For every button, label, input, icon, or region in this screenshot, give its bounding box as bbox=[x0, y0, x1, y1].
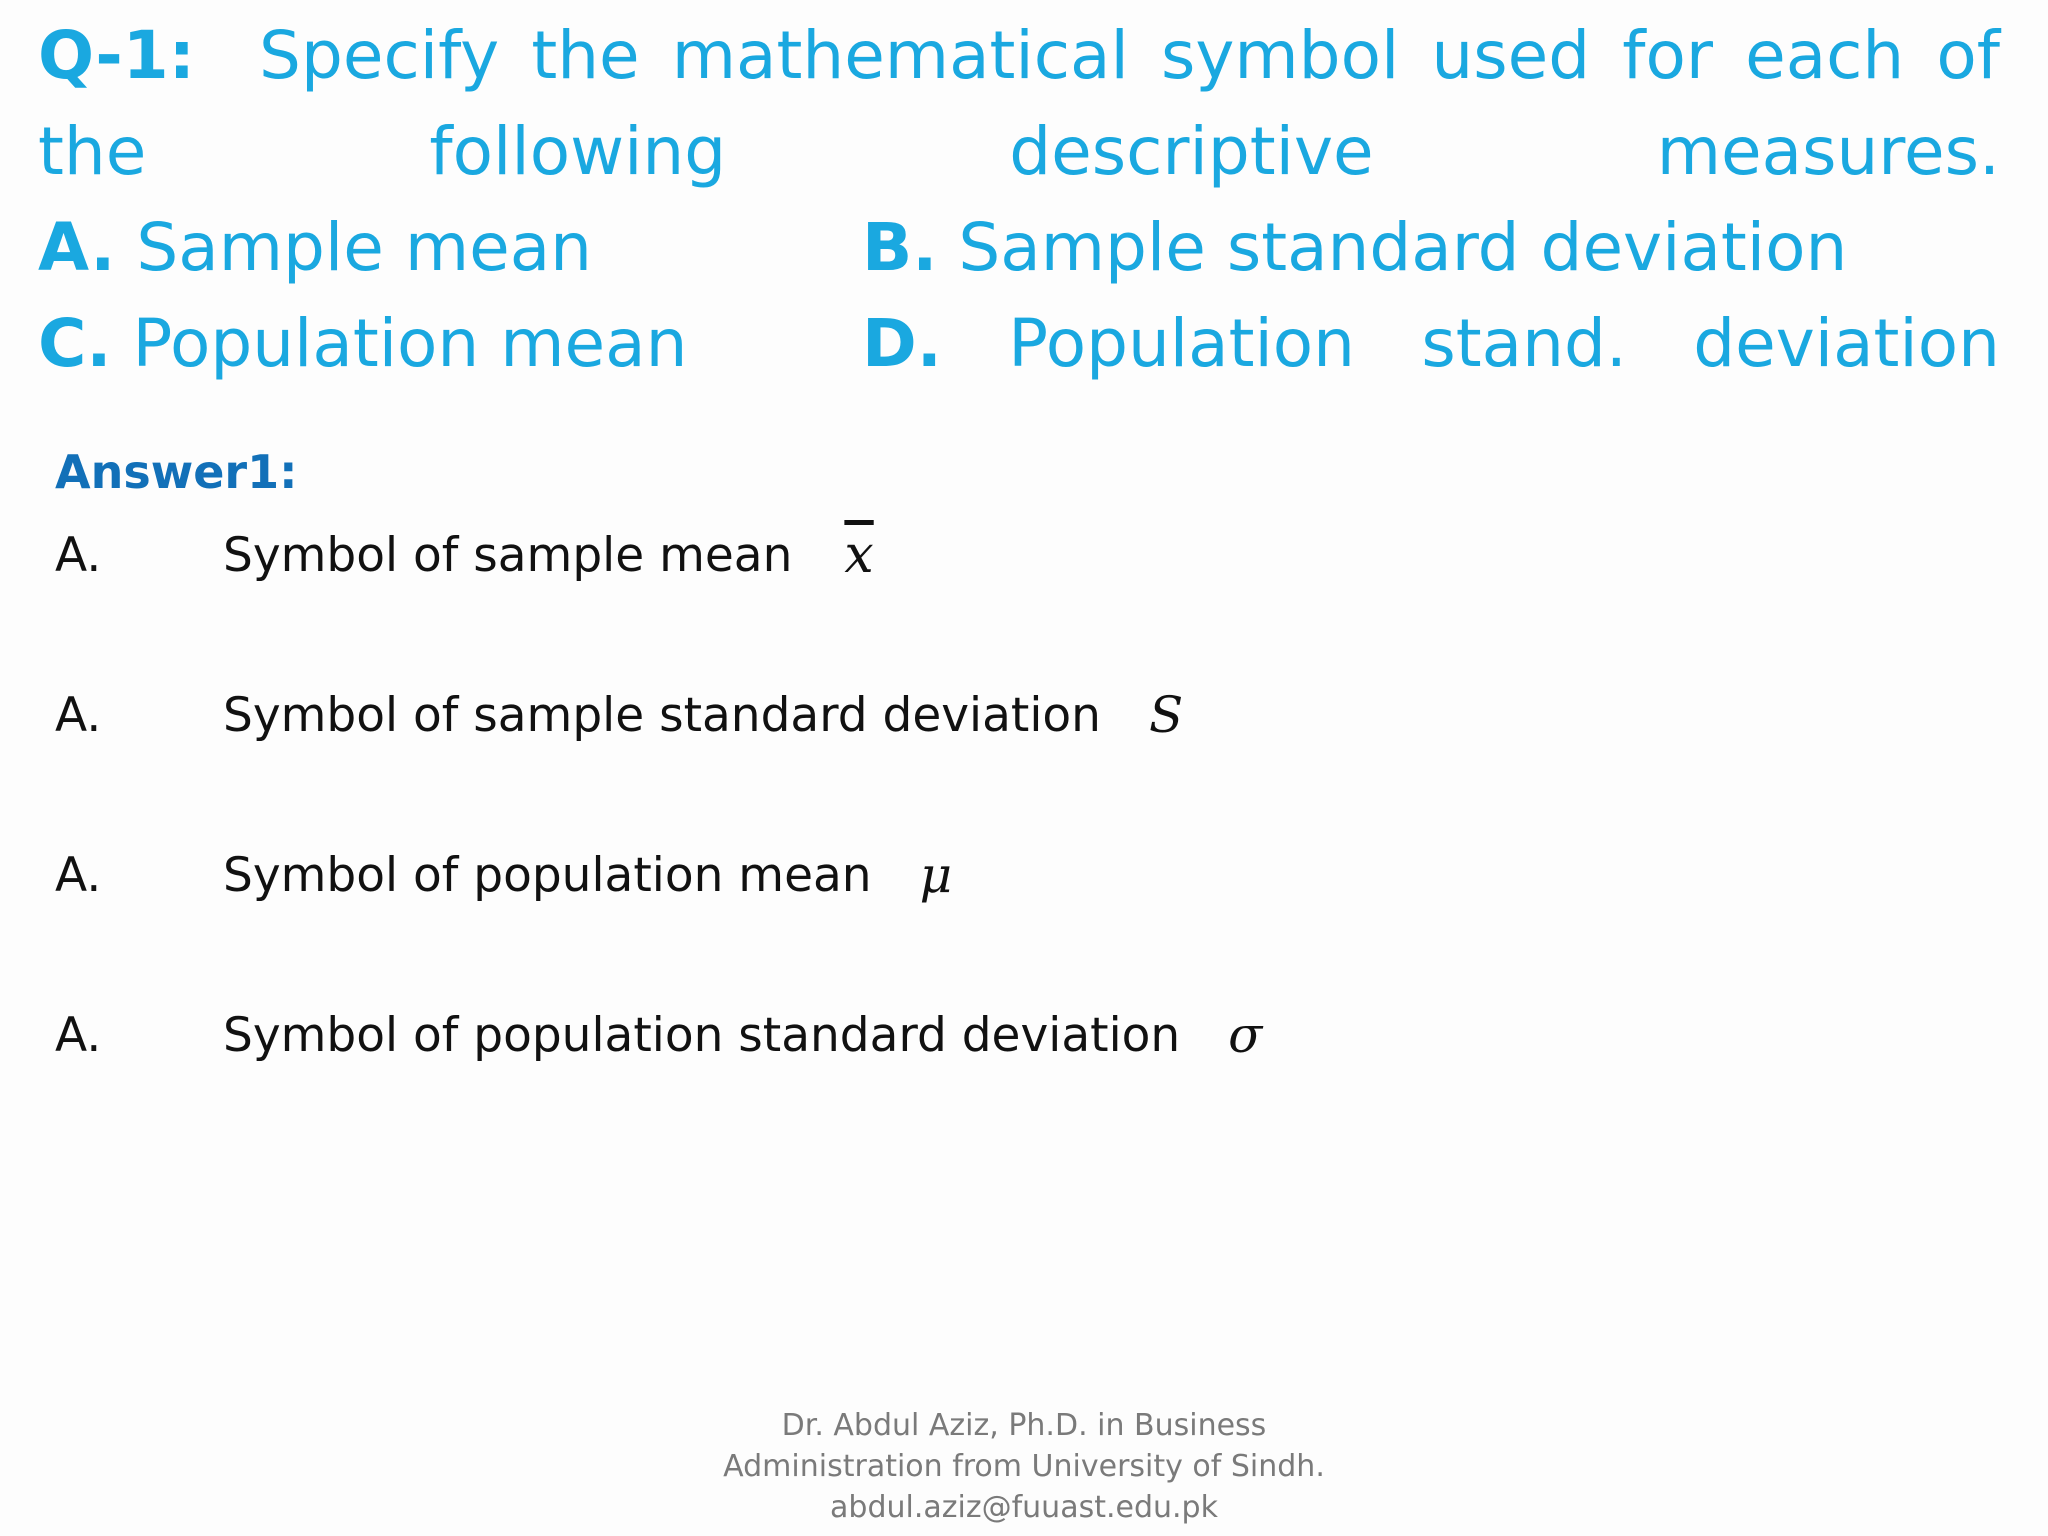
footer-credit bbox=[600, 1405, 1448, 1528]
question-word: Specify bbox=[259, 17, 500, 94]
answer-marker: A. bbox=[55, 1007, 102, 1063]
option-c bbox=[38, 296, 862, 392]
answer-marker: A. bbox=[55, 847, 102, 903]
answer-item bbox=[55, 840, 952, 910]
question-lead bbox=[38, 8, 499, 104]
question-options-row-2 bbox=[38, 296, 2000, 392]
question-word: measures. bbox=[1656, 113, 2000, 190]
option-a-letter: A. bbox=[38, 209, 116, 286]
answer-text: Symbol of sample mean bbox=[223, 527, 793, 583]
option-a-text: Sample mean bbox=[136, 209, 592, 286]
sample-mean-symbol: $\overline{x}$ bbox=[844, 525, 874, 585]
question-line-1 bbox=[38, 8, 2000, 104]
question-word: of bbox=[1936, 17, 2000, 94]
answer-marker: A. bbox=[55, 687, 102, 743]
answer-item bbox=[55, 680, 1183, 750]
question-word: used bbox=[1431, 17, 1591, 94]
option-d-text: Population bbox=[1008, 305, 1356, 382]
option-d-text-2: stand. bbox=[1421, 305, 1627, 382]
footer-email: abdul.aziz@fuuast.edu.pk bbox=[830, 1490, 1218, 1525]
question-options-row-1 bbox=[38, 200, 2000, 296]
question-word: following bbox=[429, 113, 727, 190]
option-c-text: Population mean bbox=[132, 305, 688, 382]
option-d-letter: D. bbox=[862, 305, 942, 382]
option-b bbox=[862, 200, 2000, 296]
question-word: for bbox=[1622, 17, 1713, 94]
option-b-letter: B. bbox=[862, 209, 938, 286]
answer-title: Answer1: bbox=[55, 445, 298, 499]
option-c-letter: C. bbox=[38, 305, 112, 382]
option-a bbox=[38, 200, 862, 296]
population-std-symbol: σ bbox=[1228, 1006, 1263, 1064]
population-mean-symbol: μ bbox=[919, 846, 953, 904]
option-d bbox=[862, 296, 2000, 392]
question-word: descriptive bbox=[1009, 113, 1374, 190]
footer-line-1: Dr. Abdul Aziz, Ph.D. in Business bbox=[781, 1408, 1267, 1443]
option-d-text-3: deviation bbox=[1693, 305, 2000, 382]
sample-std-symbol: S bbox=[1148, 686, 1184, 744]
answer-text: Symbol of sample standard deviation bbox=[223, 687, 1101, 743]
question-word: symbol bbox=[1160, 17, 1400, 94]
answer-text: Symbol of population mean bbox=[223, 847, 872, 903]
question-block bbox=[38, 8, 2000, 392]
question-word: the bbox=[531, 17, 640, 94]
footer-line-2: Administration from University of Sindh. bbox=[723, 1449, 1325, 1484]
answer-item bbox=[55, 520, 874, 590]
question-label: Q-1: bbox=[38, 17, 196, 94]
answer-marker: A. bbox=[55, 527, 102, 583]
answer-text: Symbol of population standard deviation bbox=[223, 1007, 1181, 1063]
question-word: each bbox=[1745, 17, 1905, 94]
answer-item bbox=[55, 1000, 1262, 1070]
option-b-text: Sample standard deviation bbox=[958, 209, 1848, 286]
question-line-2 bbox=[38, 104, 2000, 200]
question-word: the bbox=[38, 113, 147, 190]
question-word: mathematical bbox=[671, 17, 1129, 94]
